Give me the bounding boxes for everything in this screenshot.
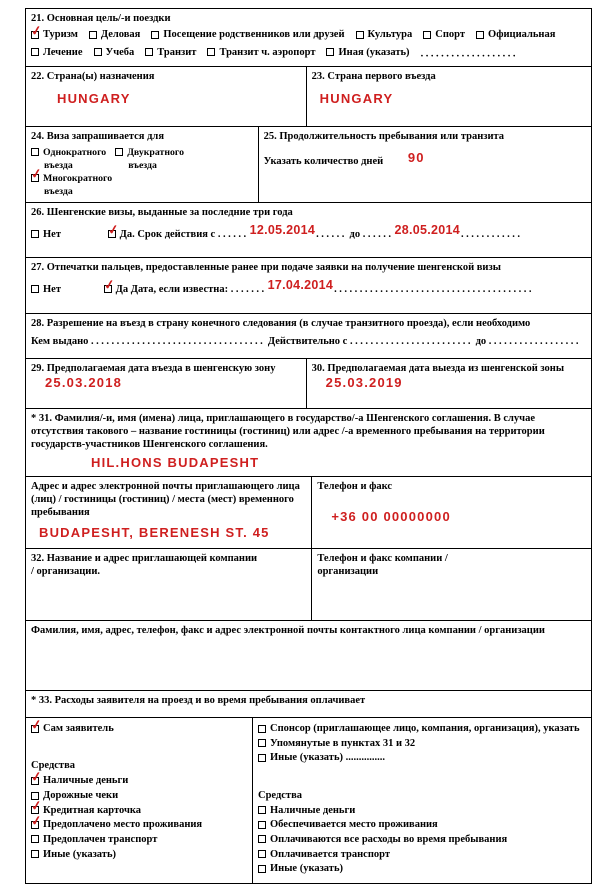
checkbox[interactable] bbox=[258, 725, 266, 733]
checkbox[interactable] bbox=[423, 31, 431, 39]
checkbox-option[interactable] bbox=[258, 848, 586, 861]
issued-by-label: Кем выдано bbox=[31, 336, 89, 348]
checkbox[interactable] bbox=[151, 31, 159, 39]
checkbox-sublabel: въезда bbox=[128, 160, 157, 172]
checkbox-label: Нет bbox=[43, 229, 61, 241]
dotted-field[interactable]: ...... bbox=[217, 229, 249, 241]
section-29-title: 29. Предполагаемая дата въезда в шенгенскую зону bbox=[31, 363, 276, 375]
checkbox-option[interactable] bbox=[30, 768, 247, 787]
expenses-applicant-column bbox=[26, 718, 252, 883]
valid-from-field[interactable]: ........................ bbox=[349, 336, 473, 348]
fingerprints-date-value[interactable]: 17.04.2014 bbox=[267, 278, 334, 293]
checkbox-sublabel: въезда bbox=[44, 185, 73, 197]
checkbox-option[interactable] bbox=[326, 46, 409, 59]
company-phone-label: Телефон и факс компании / организации bbox=[317, 552, 448, 577]
dotted-field[interactable]: ....... bbox=[230, 284, 267, 296]
checkbox[interactable] bbox=[258, 865, 266, 873]
checkbox-label: Иные (указать) ............... bbox=[270, 752, 385, 764]
checkbox-option[interactable] bbox=[476, 28, 555, 41]
checkbox-option[interactable] bbox=[356, 28, 413, 41]
checkbox[interactable] bbox=[89, 31, 97, 39]
to-label: до bbox=[475, 336, 487, 348]
valid-to-field[interactable]: .................. bbox=[488, 336, 582, 348]
section-26-cell bbox=[26, 203, 591, 257]
checkbox-label: Посещение родственников или друзей bbox=[163, 29, 345, 41]
checkbox-label: Лечение bbox=[43, 46, 83, 58]
checkbox-label: Нет bbox=[43, 284, 61, 296]
checkbox[interactable] bbox=[326, 48, 334, 56]
entry-date-value[interactable]: 25.03.2018 bbox=[45, 375, 123, 391]
section-27-cell bbox=[26, 258, 591, 313]
checkbox-option[interactable] bbox=[94, 46, 135, 59]
section-28-title: 28. Разрешение на въезд в страну конечного следования (в случае транзитного проезда), если необходимо bbox=[31, 318, 531, 330]
previous-visas-line bbox=[31, 221, 586, 242]
destination-country-value[interactable]: HUNGARY bbox=[57, 91, 131, 107]
section-24-cell bbox=[26, 127, 258, 202]
checkbox-option[interactable] bbox=[30, 22, 78, 41]
checkbox[interactable] bbox=[258, 835, 266, 843]
checkbox[interactable] bbox=[31, 850, 39, 858]
section-28-cell bbox=[26, 314, 591, 358]
checkbox-option[interactable] bbox=[258, 804, 586, 817]
checkbox-option[interactable] bbox=[31, 848, 247, 861]
checkbox-option[interactable] bbox=[258, 818, 586, 831]
checkbox[interactable] bbox=[476, 31, 484, 39]
checkbox-label: Учеба bbox=[105, 46, 135, 58]
company-contact-cell bbox=[26, 621, 591, 690]
fingerprints-yes-option[interactable] bbox=[102, 276, 229, 296]
section-21 bbox=[26, 9, 591, 66]
checkbox[interactable] bbox=[94, 48, 102, 56]
section-33-header bbox=[26, 690, 591, 717]
company-contact-row bbox=[26, 620, 591, 690]
checkbox-checked[interactable] bbox=[106, 221, 120, 238]
checkbox-label: Иная (указать) bbox=[338, 46, 410, 58]
previous-visa-no-option[interactable] bbox=[31, 229, 61, 240]
checkbox-label: Сам заявитель bbox=[43, 723, 114, 735]
checkbox[interactable] bbox=[356, 31, 364, 39]
inviting-phone-value[interactable]: +36 00 00000000 bbox=[331, 508, 451, 524]
check-mark-icon: ✓ bbox=[106, 221, 120, 238]
inviting-address-label: Адрес и адрес электронной почты приглашающего лица (лиц) / гостиницы (гостиниц) / места (мест) временного пребывания bbox=[31, 480, 300, 518]
checkbox-label: Двукратного bbox=[127, 147, 184, 159]
checkbox-label: Предоплачено место проживания bbox=[43, 819, 203, 831]
days-value[interactable]: 90 bbox=[407, 150, 425, 166]
checkbox-label: Туризм bbox=[43, 29, 78, 41]
purpose-options-row2 bbox=[31, 48, 421, 59]
checkbox-label: Однократного bbox=[43, 147, 107, 159]
visa-application-form bbox=[25, 8, 592, 884]
section-26-title: 26. Шенгенские визы, выданные за последние три года bbox=[31, 207, 293, 219]
checkbox-option[interactable] bbox=[258, 833, 586, 846]
section-33-title: * 33. Расходы заявителя на проезд и во время пребывания оплачивает bbox=[31, 694, 366, 706]
dotted-field[interactable]: ....................................... bbox=[334, 284, 535, 296]
other-purpose-field[interactable]: ................... bbox=[420, 48, 518, 60]
section-27-title: 27. Отпечатки пальцев, предоставленные ранее при подаче заявки на получение шенгенской визы bbox=[31, 262, 501, 274]
check-mark-icon: ✓ bbox=[30, 716, 43, 733]
checkbox-option[interactable] bbox=[30, 716, 247, 735]
checkbox[interactable] bbox=[31, 148, 39, 156]
checkbox-checked[interactable] bbox=[30, 164, 43, 182]
checkbox-label: Спорт bbox=[435, 29, 466, 41]
checkbox-checked[interactable] bbox=[30, 768, 43, 785]
checkbox-option[interactable] bbox=[145, 46, 196, 59]
dotted-field[interactable]: ............ bbox=[461, 229, 523, 241]
section-25-title: 25. Продолжительность пребывания или транзита bbox=[263, 131, 505, 142]
checkbox[interactable] bbox=[31, 230, 39, 238]
section-33-title-cell bbox=[26, 691, 591, 717]
checkbox-option[interactable] bbox=[31, 147, 106, 172]
checkbox-option[interactable] bbox=[89, 28, 141, 41]
check-mark-icon: ✓ bbox=[30, 812, 43, 829]
checkbox-label: Иные (указать) bbox=[43, 848, 116, 860]
fingerprints-no-option[interactable] bbox=[31, 284, 61, 295]
checkbox[interactable] bbox=[258, 806, 266, 814]
section-29-cell bbox=[26, 359, 306, 408]
previous-visa-yes-option[interactable] bbox=[106, 221, 216, 241]
means-subheading: Средства bbox=[258, 789, 302, 801]
checkbox-option[interactable] bbox=[423, 28, 465, 41]
checkbox-label: Деловая bbox=[100, 29, 141, 41]
section-31 bbox=[26, 408, 591, 476]
section-24-title: 24. Виза запрашивается для bbox=[31, 131, 164, 142]
inviting-address-row bbox=[26, 476, 591, 548]
section-25-cell bbox=[258, 127, 591, 202]
checkbox-option[interactable] bbox=[258, 737, 586, 750]
checkbox-option[interactable] bbox=[31, 833, 247, 846]
section-30-cell bbox=[306, 359, 591, 408]
section-22-title: 22. Страна(ы) назначения bbox=[31, 71, 155, 82]
checkbox-label: Транзит ч. аэропорт bbox=[219, 46, 316, 58]
section-32-title: 32. Название и адрес приглашающей компании / организации. bbox=[31, 552, 258, 577]
purpose-options-row2-line bbox=[31, 46, 586, 61]
checkbox-label: Наличные деньги bbox=[43, 775, 129, 787]
checkbox-checked[interactable] bbox=[30, 22, 43, 39]
checkbox-label: Да Дата, если известна: bbox=[115, 284, 229, 296]
days-label: Указать количество дней bbox=[263, 156, 384, 168]
checkbox-checked[interactable] bbox=[102, 276, 116, 293]
check-mark-icon: ✓ bbox=[30, 768, 43, 785]
check-mark-icon: ✓ bbox=[30, 797, 43, 814]
checkbox[interactable] bbox=[258, 821, 266, 829]
purpose-options-row1 bbox=[30, 22, 586, 43]
inviting-phone-label: Телефон и факс bbox=[317, 480, 393, 492]
entry-permit-line bbox=[31, 335, 586, 348]
checkbox[interactable] bbox=[31, 48, 39, 56]
checkbox[interactable] bbox=[145, 48, 153, 56]
section-31-cell bbox=[26, 409, 591, 476]
checkbox-label: Предоплачен транспорт bbox=[43, 833, 158, 845]
section-26 bbox=[26, 202, 591, 257]
checkbox[interactable] bbox=[258, 850, 266, 858]
checkbox-label: Иные (указать) bbox=[270, 863, 343, 875]
section-21-title: 21. Основная цель/-и поездки bbox=[31, 13, 171, 24]
checkbox[interactable] bbox=[31, 835, 39, 843]
checkbox-label: Кредитная карточка bbox=[43, 804, 142, 816]
checkbox[interactable] bbox=[258, 754, 266, 762]
checkbox-option[interactable] bbox=[258, 722, 586, 735]
visa-valid-to-value[interactable]: 28.05.2014 bbox=[394, 223, 461, 238]
days-line bbox=[264, 152, 586, 168]
exit-date-value[interactable]: 25.03.2019 bbox=[325, 375, 403, 391]
section-28 bbox=[26, 313, 591, 358]
company-phone-cell bbox=[311, 549, 591, 620]
section-23-cell bbox=[306, 67, 591, 126]
checkbox-option[interactable] bbox=[31, 789, 247, 802]
section-31-title: * 31. Фамилия/-и, имя (имена) лица, приглашающего в государство/-а Шенгенского соглашения. В случае отсутствия такового – название гостиницы (гостиниц) или адрес /-а временного пребывания на территории государств-участников Шенгенского соглашения. bbox=[31, 413, 545, 451]
checkbox-option[interactable] bbox=[151, 28, 344, 41]
checkbox-label: Оплачивается транспорт bbox=[270, 848, 390, 860]
checkbox-label: Да. Срок действия с bbox=[119, 229, 216, 241]
check-mark-icon: ✓ bbox=[30, 164, 43, 182]
checkbox-label: Культура bbox=[367, 29, 413, 41]
checkbox-checked[interactable] bbox=[30, 812, 43, 829]
check-mark-icon: ✓ bbox=[102, 276, 116, 293]
inviting-phone-cell bbox=[311, 477, 591, 548]
checkbox-option[interactable] bbox=[31, 46, 83, 59]
inviting-address-value[interactable]: BUDAPESHT, BERENESH ST. 45 bbox=[39, 525, 270, 541]
inviting-address-cell bbox=[26, 477, 311, 548]
checkbox-label: Официальная bbox=[488, 29, 556, 41]
checkbox-option[interactable] bbox=[115, 147, 184, 172]
checkbox-label: Спонсор (приглашающее лицо, компания, организация), указать bbox=[270, 723, 580, 735]
to-label: до bbox=[349, 229, 361, 241]
inviting-person-value[interactable]: HIL.HONS BUDAPESHT bbox=[91, 455, 260, 471]
section-21-cell bbox=[26, 9, 591, 66]
checkbox-option[interactable] bbox=[30, 797, 247, 817]
checkbox-option[interactable] bbox=[258, 862, 586, 875]
section-27 bbox=[26, 257, 591, 313]
dotted-field[interactable]: ...... bbox=[362, 229, 394, 241]
checkbox-label: Дорожные чеки bbox=[43, 790, 119, 802]
fingerprints-line bbox=[31, 276, 586, 297]
section-33-body bbox=[26, 717, 591, 883]
check-mark-icon: ✓ bbox=[30, 22, 43, 39]
visa-valid-from-value[interactable]: 12.05.2014 bbox=[249, 223, 316, 238]
checkbox-label: Оплачиваются все расходы во время пребывания bbox=[270, 833, 508, 845]
expenses-sponsor-column bbox=[252, 718, 591, 883]
section-32 bbox=[26, 548, 591, 620]
checkbox-sublabel: въезда bbox=[44, 160, 73, 172]
checkbox-label: Транзит bbox=[157, 46, 197, 58]
dotted-field[interactable]: ...... bbox=[316, 229, 347, 241]
checkbox[interactable] bbox=[115, 148, 123, 156]
section-29-30 bbox=[26, 358, 591, 408]
checkbox[interactable] bbox=[31, 285, 39, 293]
section-23-title: 23. Страна первого въезда bbox=[311, 71, 436, 82]
section-22-23 bbox=[26, 66, 591, 126]
section-30-title: 30. Предполагаемая дата выезда из шенгенской зоны bbox=[311, 363, 565, 375]
checkbox-option[interactable] bbox=[30, 164, 113, 198]
entries-options bbox=[31, 147, 253, 198]
company-name-cell bbox=[26, 549, 311, 620]
issued-by-field[interactable]: .................................. bbox=[91, 336, 266, 348]
valid-from-label: Действительно с bbox=[267, 336, 348, 348]
checkbox-label: Многократного bbox=[43, 172, 113, 184]
checkbox[interactable] bbox=[207, 48, 215, 56]
checkbox-option[interactable] bbox=[207, 46, 315, 59]
checkbox-label: Наличные деньги bbox=[270, 804, 356, 816]
company-contact-label: Фамилия, имя, адрес, телефон, факс и адрес электронной почты контактного лица компании / организации bbox=[31, 624, 545, 636]
section-24-25 bbox=[26, 126, 591, 202]
checkbox-label: Обеспечивается место проживания bbox=[270, 819, 438, 831]
checkbox-option[interactable] bbox=[30, 812, 247, 831]
checkbox-checked[interactable] bbox=[30, 716, 43, 733]
first-entry-country-value[interactable]: HUNGARY bbox=[319, 91, 394, 107]
means-subheading: Средства bbox=[31, 760, 75, 772]
checkbox-label: Упомянутые в пунктах 31 и 32 bbox=[270, 737, 416, 749]
checkbox-option[interactable] bbox=[258, 751, 586, 764]
section-22-cell bbox=[26, 67, 306, 126]
checkbox[interactable] bbox=[258, 739, 266, 747]
